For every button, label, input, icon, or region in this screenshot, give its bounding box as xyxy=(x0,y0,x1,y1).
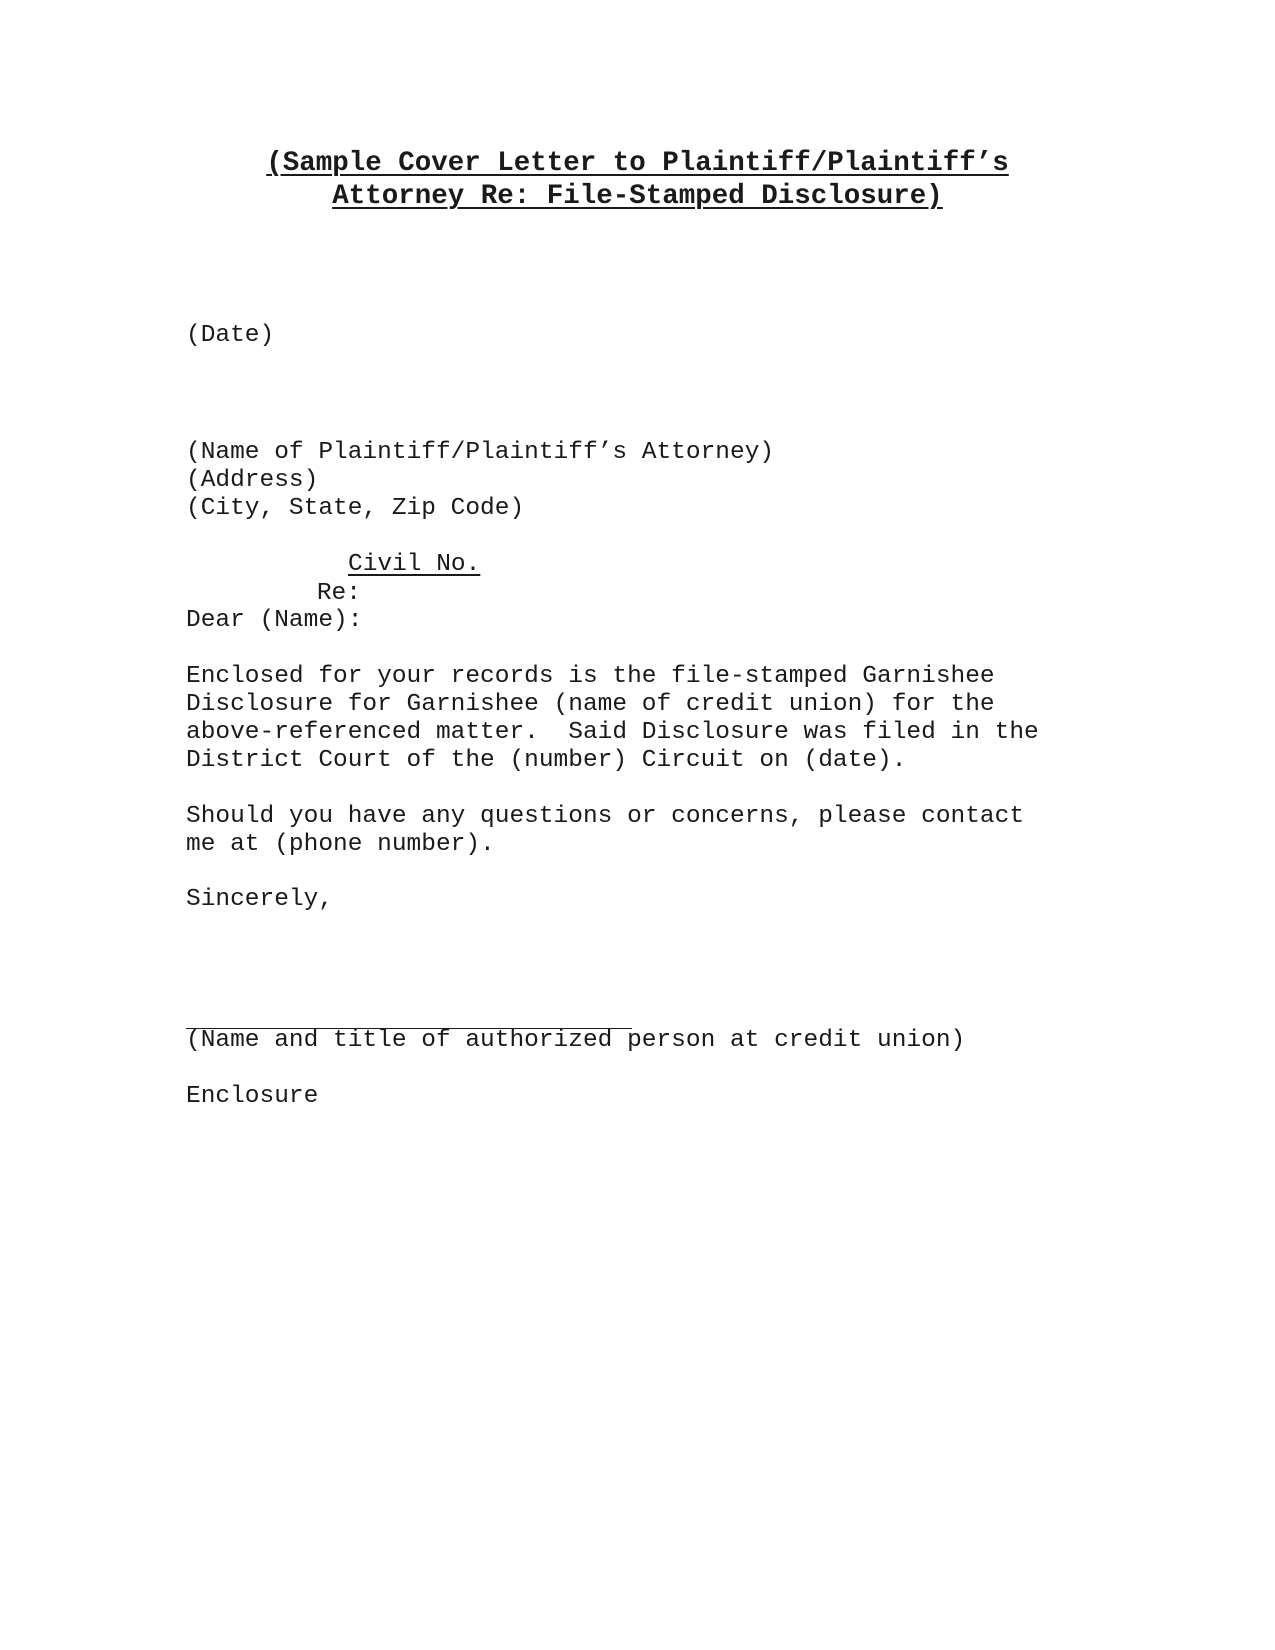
recipient-address: (Address) xyxy=(186,467,319,494)
body-paragraph-1-line-2: Disclosure for Garnishee (name of credit union) for the xyxy=(186,691,995,718)
recipient-city-state-zip: (City, State, Zip Code) xyxy=(186,495,525,522)
reference-civil-number: Civil No. xyxy=(348,551,481,578)
closing: Sincerely, xyxy=(186,886,334,913)
title-line-1: (Sample Cover Letter to Plaintiff/Plaintiff’s xyxy=(266,148,1009,179)
recipient-name: (Name of Plaintiff/Plaintiff’s Attorney) xyxy=(186,439,775,466)
date-line: (Date) xyxy=(186,322,275,349)
enclosure-note: Enclosure xyxy=(186,1083,319,1110)
body-paragraph-2-line-1: Should you have any questions or concerns, please contact xyxy=(186,803,1025,830)
salutation: Dear (Name): xyxy=(186,607,363,634)
document-title xyxy=(150,147,1125,213)
body-paragraph-1-line-4: District Court of the (number) Circuit on (date). xyxy=(186,747,907,774)
signature-caption: (Name and title of authorized person at credit union) xyxy=(186,1027,966,1054)
body-paragraph-1-line-1: Enclosed for your records is the file-stamped Garnishee xyxy=(186,663,995,690)
reference-label: Re: xyxy=(316,579,361,607)
title-line-2: Attorney Re: File-Stamped Disclosure) xyxy=(332,181,943,212)
body-paragraph-2-line-2: me at (phone number). xyxy=(186,831,495,858)
body-paragraph-1-line-3: above-referenced matter. Said Disclosure was filed in the xyxy=(186,719,1039,746)
